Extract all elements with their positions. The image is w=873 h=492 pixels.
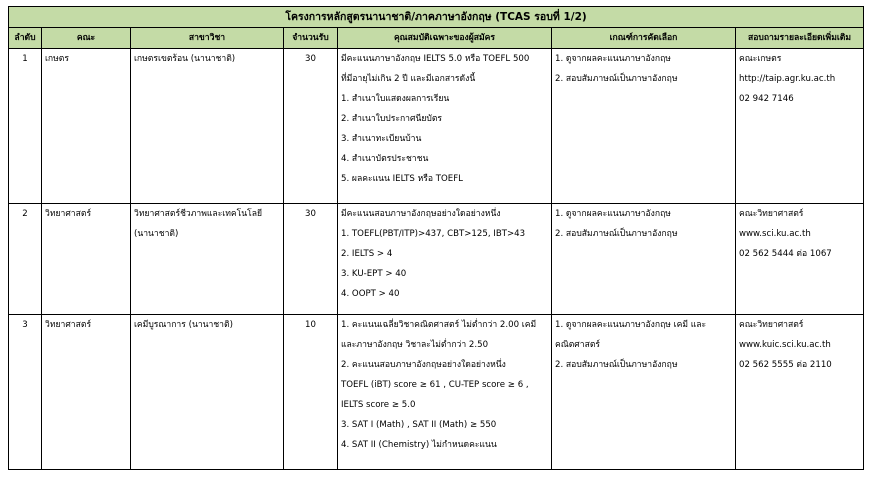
major-cell	[131, 204, 284, 315]
header-qualifications: คุณสมบัติเฉพาะของผู้สมัคร	[338, 28, 552, 49]
table-row	[9, 49, 864, 204]
qualifications-cell	[338, 315, 552, 470]
qualification-line: 1. TOEFL(PBT/ITP)>437, CBT>125, IBT>43	[341, 229, 526, 239]
table-title: โครงการหลักสูตรนานาชาติ/ภาคภาษาอังกฤษ (TCAS รอบที่ 1/2)	[9, 7, 864, 28]
header-faculty: คณะ	[42, 28, 131, 49]
criteria-line: 1. ดูจากผลคะแนนภาษาอังกฤษ	[555, 54, 671, 64]
qualification-line: 3. KU-EPT > 40	[341, 269, 407, 279]
faculty-cell: เกษตร	[42, 49, 131, 204]
qualification-line: ที่มีอายุไม่เกิน 2 ปี และมีเอกสารดังนี้	[341, 74, 476, 84]
admission-table	[8, 6, 864, 470]
row-number: 3	[9, 315, 42, 470]
qualification-line: 2. คะแนนสอบภาษาอังกฤษอย่างใดอย่างหนึ่ง	[341, 360, 506, 370]
qualifications-cell	[338, 204, 552, 315]
row-number: 1	[9, 49, 42, 204]
faculty-cell: วิทยาศาสตร์	[42, 204, 131, 315]
row-number: 2	[9, 204, 42, 315]
criteria-line: 2. สอบสัมภาษณ์เป็นภาษาอังกฤษ	[555, 360, 678, 370]
qualification-line: TOEFL (iBT) score ≥ 61 , CU-TEP score ≥ 6 ,	[341, 380, 529, 390]
contact-website: www.sci.ku.ac.th	[739, 229, 811, 239]
title-row	[9, 7, 864, 28]
major-line: (นานาชาติ)	[134, 229, 179, 239]
criteria-cell	[552, 315, 736, 470]
contact-phone: 02 562 5444 ต่อ 1067	[739, 249, 832, 259]
qualification-line: มีคะแนนสอบภาษาอังกฤษอย่างใดอย่างหนึ่ง	[341, 209, 501, 219]
seats-cell: 10	[284, 315, 338, 470]
major-line: เกษตรเขตร้อน (นานาชาติ)	[134, 54, 236, 64]
contact-phone: 02 562 5555 ต่อ 2110	[739, 360, 832, 370]
major-line: เคมีบูรณาการ (นานาชาติ)	[134, 320, 233, 330]
header-criteria: เกณฑ์การคัดเลือก	[552, 28, 736, 49]
table-row	[9, 315, 864, 470]
qualification-line: 4. OOPT > 40	[341, 289, 400, 299]
qualification-line: 3. สำเนาทะเบียนบ้าน	[341, 134, 422, 144]
header-seats: จำนวนรับ	[284, 28, 338, 49]
major-line: วิทยาศาสตร์ชีวภาพและเทคโนโลยี	[134, 209, 263, 219]
seats-cell: 30	[284, 49, 338, 204]
header-row	[9, 28, 864, 49]
qualification-line: และภาษาอังกฤษ วิชาละไม่ต่ำกว่า 2.50	[341, 340, 489, 350]
contact-website: www.kuic.sci.ku.ac.th	[739, 340, 831, 350]
contact-cell	[736, 315, 864, 470]
table-row	[9, 204, 864, 315]
qualification-line: 2. IELTS > 4	[341, 249, 393, 259]
criteria-line: 1. ดูจากผลคะแนนภาษาอังกฤษ	[555, 209, 671, 219]
header-contact: สอบถามรายละเอียดเพิ่มเติม	[736, 28, 864, 49]
major-cell	[131, 315, 284, 470]
faculty-cell: วิทยาศาสตร์	[42, 315, 131, 470]
qualification-line: 2. สำเนาใบประกาศนียบัตร	[341, 114, 443, 124]
seats-cell: 30	[284, 204, 338, 315]
qualification-line: 4. สำเนาบัตรประชาชน	[341, 154, 429, 164]
qualification-line: 5. ผลคะแนน IELTS หรือ TOEFL	[341, 174, 463, 184]
major-cell	[131, 49, 284, 204]
qualification-line: 3. SAT I (Math) , SAT II (Math) ≥ 550	[341, 420, 497, 430]
contact-name: คณะวิทยาศาสตร์	[739, 320, 804, 330]
header-major: สาขาวิชา	[131, 28, 284, 49]
qualifications-cell	[338, 49, 552, 204]
criteria-line: 2. สอบสัมภาษณ์เป็นภาษาอังกฤษ	[555, 74, 678, 84]
contact-name: คณะเกษตร	[739, 54, 782, 64]
criteria-line: 2. สอบสัมภาษณ์เป็นภาษาอังกฤษ	[555, 229, 678, 239]
qualification-line: 1. สำเนาใบแสดงผลการเรียน	[341, 94, 450, 104]
contact-website: http://taip.agr.ku.ac.th	[739, 74, 836, 84]
contact-name: คณะวิทยาศาสตร์	[739, 209, 804, 219]
criteria-line: คณิตศาสตร์	[555, 340, 601, 350]
contact-cell	[736, 204, 864, 315]
contact-phone: 02 942 7146	[739, 94, 794, 104]
criteria-cell	[552, 49, 736, 204]
qualification-line: มีคะแนนภาษาอังกฤษ IELTS 5.0 หรือ TOEFL 500	[341, 54, 530, 64]
criteria-cell	[552, 204, 736, 315]
header-no: ลำดับ	[9, 28, 42, 49]
criteria-line: 1. ดูจากผลคะแนนภาษาอังกฤษ เคมี และ	[555, 320, 707, 330]
qualification-line: IELTS score ≥ 5.0	[341, 400, 416, 410]
qualification-line: 1. คะแนนเฉลี่ยวิชาคณิตศาสตร์ ไม่ต่ำกว่า 2.00 เคมี	[341, 320, 537, 330]
contact-cell	[736, 49, 864, 204]
qualification-line: 4. SAT II (Chemistry) ไม่กำหนดคะแนน	[341, 440, 497, 450]
